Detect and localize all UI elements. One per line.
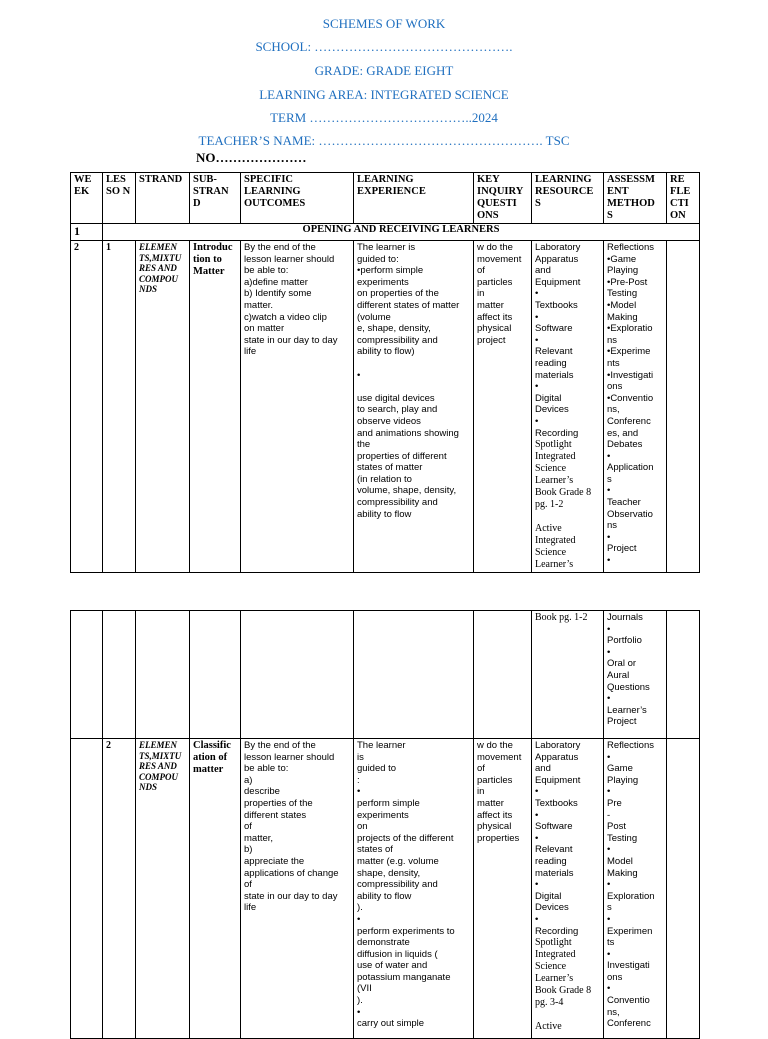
- cell-line: Aural: [607, 669, 630, 681]
- cell-line: shape, density,: [357, 867, 421, 879]
- cell-line: Science: [535, 463, 567, 475]
- cell-line: affect its: [477, 311, 513, 323]
- cell-line: Portfolio: [607, 635, 642, 647]
- cell-line: The learner is: [357, 242, 416, 253]
- cell-line: matter,: [244, 832, 274, 844]
- cell-line: lesson learner should: [244, 751, 335, 763]
- cell-line: on: [357, 821, 368, 833]
- cell-line: experiments: [357, 809, 409, 821]
- cell-line: b): [244, 844, 253, 856]
- col-reflection: RE FLE CTI ON: [667, 173, 700, 224]
- cell-line: Conferenc: [607, 415, 651, 427]
- cell-line: Relevant: [535, 844, 573, 856]
- cell-line: Teacher: [607, 497, 641, 509]
- cell-line: experiments: [357, 276, 409, 288]
- cell-line: Testing: [607, 288, 638, 300]
- table-row: [71, 611, 700, 739]
- resources-list: [535, 740, 600, 937]
- reflection-cell: [667, 611, 700, 739]
- cell-line: appreciate the: [244, 855, 305, 867]
- cell-line: Learner’s: [607, 704, 647, 716]
- cell-line: RES AND: [139, 263, 177, 273]
- cell-line: and: [535, 763, 551, 775]
- cell-line: Learner’s: [535, 475, 574, 487]
- cell-line: Making: [607, 311, 638, 323]
- cell-line: (volume: [357, 311, 391, 323]
- cell-line: Game: [607, 763, 633, 775]
- cell-line: reading: [535, 855, 567, 867]
- cell-line: Experimen: [607, 925, 653, 937]
- cell-line: ts: [607, 937, 615, 949]
- cell-line: Debates: [607, 439, 643, 451]
- cell-line: compressibility and: [357, 497, 438, 509]
- cell-line: w do the: [477, 242, 513, 253]
- cell-line: Equipment: [535, 774, 581, 786]
- cell-line: Software: [535, 323, 573, 335]
- cell-line: •: [357, 1006, 361, 1018]
- doc-title: SCHEMES OF WORK: [322, 16, 446, 31]
- opening-row: [71, 224, 700, 241]
- cell-line: Active: [535, 1021, 562, 1033]
- cell-line: e, shape, density,: [357, 323, 431, 335]
- resources-cell: [532, 739, 604, 1039]
- col-strand: STRAND: [136, 173, 190, 224]
- col-week: WE EK: [71, 173, 103, 224]
- cell-line: movement: [477, 253, 522, 265]
- strand-cell: [136, 739, 190, 1039]
- cell-line: •perform simple: [357, 265, 424, 277]
- cell-line: lesson learner should: [244, 253, 335, 265]
- cell-line: state in our day to day: [244, 334, 338, 346]
- cell-line: •: [535, 832, 539, 844]
- cell-line: [535, 511, 600, 523]
- cell-line: Relevant: [535, 346, 573, 358]
- cell-line: Observatio: [607, 508, 653, 520]
- cell-line: Pre: [607, 797, 622, 809]
- resources-list: [535, 242, 600, 439]
- cell-line: ability to flow: [357, 508, 412, 520]
- cell-line: •: [607, 879, 611, 891]
- cell-line: of: [244, 879, 252, 891]
- cell-line: Book pg. 1-2: [535, 612, 588, 623]
- cell-line: Learner’s: [535, 559, 574, 571]
- cell-line: ns,: [607, 404, 620, 416]
- sub-strand-cell: [190, 241, 241, 573]
- cell-line: of: [477, 265, 485, 277]
- cell-line: ns: [607, 334, 618, 346]
- cell-line: ns: [607, 520, 618, 532]
- cell-line: and: [535, 265, 551, 277]
- cell-line: perform simple: [357, 797, 420, 809]
- tsc-number-line: NO…………………: [196, 150, 307, 165]
- cell-line: the: [357, 439, 371, 451]
- cell-line: demonstrate: [357, 937, 410, 949]
- cell-line: •: [607, 786, 611, 798]
- cell-line: states of matter: [357, 462, 423, 474]
- cell-line: [357, 381, 470, 393]
- cell-line: COMPOU: [139, 273, 179, 284]
- cell-line: matter: [477, 299, 504, 311]
- cell-line: carry out simple: [357, 1018, 425, 1030]
- experience-cell: [354, 739, 474, 1039]
- col-inquiry: KEY INQUIRY QUESTI ONS: [474, 173, 532, 224]
- learning-area-line: LEARNING AREA: INTEGRATED SCIENCE: [259, 87, 509, 102]
- col-sub-strand: SUB- STRAN D: [190, 173, 241, 224]
- cell-line: w do the: [477, 740, 513, 751]
- cell-line: •: [535, 786, 539, 798]
- school-line: SCHOOL: ……………………………………….: [255, 39, 513, 54]
- cell-line: different states: [244, 809, 307, 821]
- resources-cell: [532, 611, 604, 739]
- opening-week-cell: 1: [71, 224, 103, 241]
- cell-line: of: [244, 821, 252, 833]
- reflection-cell: [667, 739, 700, 1039]
- cell-line: guided to:: [357, 253, 399, 265]
- cell-line: •Pre-Post: [607, 276, 648, 288]
- cell-line: By the end of the: [244, 242, 316, 253]
- cell-line: •: [357, 369, 361, 381]
- cell-line: physical: [477, 323, 512, 335]
- cell-line: Project: [607, 716, 637, 728]
- cell-line: Journals: [607, 612, 643, 623]
- cell-line: affect its: [477, 809, 513, 821]
- resources-books: [535, 937, 600, 1033]
- cell-line: project: [477, 334, 506, 346]
- cell-line: Classific: [193, 740, 231, 751]
- cell-line: COMPOU: [139, 771, 179, 782]
- cell-line: of: [477, 763, 485, 775]
- cell-line: is: [357, 751, 364, 763]
- cell-line: •: [607, 450, 611, 462]
- cell-line: pg. 3-4: [535, 997, 564, 1009]
- cell-line: Digital: [535, 890, 562, 902]
- cell-line: on properties of the: [357, 288, 439, 300]
- cell-line: •Conventio: [607, 392, 654, 404]
- cell-line: life: [244, 902, 257, 914]
- cell-line: matter.: [244, 299, 274, 311]
- cell-line: matter: [193, 764, 224, 775]
- cell-line: c)watch a video clip: [244, 311, 327, 323]
- week-cell: [71, 611, 103, 739]
- cell-line: s: [607, 902, 612, 914]
- cell-line: •: [607, 913, 611, 925]
- cell-line: [535, 1009, 600, 1021]
- cell-line: physical: [477, 821, 512, 833]
- cell-line: NDS: [139, 782, 158, 792]
- col-outcomes: SPECIFIC LEARNING OUTCOMES: [241, 173, 354, 224]
- cell-line: ability to flow: [357, 890, 412, 902]
- cell-line: [357, 358, 470, 370]
- cell-line: Playing: [607, 774, 639, 786]
- cell-line: •Game: [607, 253, 637, 265]
- cell-line: •Investigati: [607, 369, 654, 381]
- cell-line: Playing: [607, 265, 639, 277]
- cell-line: projects of the different: [357, 832, 454, 844]
- inquiry-cell: [474, 611, 532, 739]
- cell-line: ation of: [193, 752, 228, 763]
- cell-line: use of water and: [357, 960, 428, 972]
- cell-line: ELEMEN: [139, 740, 178, 750]
- cell-line: Science: [535, 961, 567, 973]
- strand-cell: [136, 611, 190, 739]
- week-cell: 2: [71, 241, 103, 573]
- cell-line: Model: [607, 855, 633, 867]
- cell-line: •Exploratio: [607, 323, 653, 335]
- cell-line: volume, shape, density,: [357, 485, 457, 497]
- cell-line: ns,: [607, 1006, 620, 1018]
- term-line: TERM ………………………………..2024: [270, 110, 498, 125]
- resources-cell: [532, 241, 604, 573]
- cell-line: Active: [535, 523, 562, 535]
- cell-line: reading: [535, 357, 567, 369]
- outcomes-cell: [241, 739, 354, 1039]
- cell-line: Oral or: [607, 658, 637, 670]
- cell-line: Equipment: [535, 276, 581, 288]
- cell-line: in: [477, 288, 485, 300]
- cell-line: Introduc: [193, 242, 233, 253]
- cell-line: •: [607, 983, 611, 995]
- reflection-cell: [667, 241, 700, 573]
- cell-line: Laboratory: [535, 740, 581, 751]
- cell-line: describe: [244, 786, 280, 798]
- cell-line: Software: [535, 821, 573, 833]
- cell-line: movement: [477, 751, 522, 763]
- cell-line: Post: [607, 821, 627, 833]
- cell-line: perform experiments to: [357, 925, 455, 937]
- cell-line: use digital devices: [357, 392, 435, 404]
- cell-line: b) Identify some: [244, 288, 312, 300]
- teacher-name-line: TEACHER’S NAME: ……………………………………………. TSC: [198, 133, 570, 148]
- cell-line: es, and: [607, 427, 639, 439]
- cell-line: Book Grade 8: [535, 985, 592, 997]
- cell-line: •: [607, 751, 611, 763]
- cell-line: Recording: [535, 427, 579, 439]
- cell-line: ons: [607, 381, 623, 393]
- cell-line: TS,MIXTU: [139, 750, 182, 761]
- cell-line: Integrated: [535, 949, 576, 961]
- cell-line: a)define matter: [244, 276, 308, 288]
- cell-line: compressibility and: [357, 879, 438, 891]
- cell-line: •: [607, 485, 611, 497]
- cell-line: ).: [357, 995, 363, 1007]
- assessment-cell: [604, 611, 667, 739]
- cell-line: Science: [535, 547, 567, 559]
- cell-line: and animations showing: [357, 427, 459, 439]
- resources-books: [535, 439, 600, 571]
- cell-line: •: [607, 844, 611, 856]
- cell-line: Apparatus: [535, 253, 579, 265]
- cell-line: Exploration: [607, 890, 655, 902]
- cell-line: applications of change: [244, 867, 339, 879]
- cell-line: •: [607, 646, 611, 658]
- cell-line: •: [607, 693, 611, 705]
- cell-line: •: [535, 415, 539, 427]
- cell-line: Project: [607, 543, 637, 555]
- cell-line: •: [357, 913, 361, 925]
- cell-line: •: [607, 555, 611, 567]
- cell-line: ons: [607, 971, 623, 983]
- col-resources: LEARNING RESOURCE S: [532, 173, 604, 224]
- cell-line: nts: [607, 357, 620, 369]
- cell-line: •: [607, 623, 611, 635]
- cell-line: Conventio: [607, 995, 650, 1007]
- cell-line: Matter: [193, 266, 225, 277]
- cell-line: Recording: [535, 925, 579, 937]
- cell-line: be able to:: [244, 763, 289, 775]
- experience-cell: [354, 241, 474, 573]
- cell-line: to search, play and: [357, 404, 438, 416]
- cell-line: Questions: [607, 681, 650, 693]
- cell-line: on matter: [244, 323, 285, 335]
- experience-cell: [354, 611, 474, 739]
- assessment-cell: [604, 241, 667, 573]
- cell-line: Devices: [535, 902, 569, 914]
- cell-line: matter (e.g. volume: [357, 855, 439, 867]
- cell-line: (VII: [357, 983, 372, 995]
- sub-strand-cell: [190, 739, 241, 1039]
- cell-line: •: [535, 334, 539, 346]
- cell-line: •: [535, 311, 539, 323]
- cell-line: states of: [357, 844, 393, 856]
- opening-text-cell: OPENING AND RECEIVING LEARNERS: [103, 224, 700, 241]
- cell-line: By the end of the: [244, 740, 316, 751]
- cell-line: tion to: [193, 254, 222, 265]
- cell-line: be able to:: [244, 265, 289, 277]
- cell-line: Testing: [607, 832, 638, 844]
- cell-line: Making: [607, 867, 638, 879]
- cell-line: TS,MIXTU: [139, 252, 182, 263]
- cell-line: observe videos: [357, 415, 421, 427]
- strand-cell: [136, 241, 190, 573]
- outcomes-cell: [241, 241, 354, 573]
- lesson-cell: [103, 611, 136, 739]
- cell-line: •: [535, 913, 539, 925]
- cell-line: •Model: [607, 299, 637, 311]
- lesson-cell: 2: [103, 739, 136, 1039]
- cell-line: Textbooks: [535, 299, 578, 311]
- cell-line: potassium manganate: [357, 971, 451, 983]
- cell-line: materials: [535, 369, 574, 381]
- cell-line: •: [357, 786, 361, 798]
- cell-line: Conferenc: [607, 1018, 651, 1030]
- grade-line: GRADE: GRADE EIGHT: [314, 63, 454, 78]
- scheme-table-page-2: [70, 610, 700, 1039]
- cell-line: :: [357, 774, 360, 786]
- cell-line: •: [535, 809, 539, 821]
- cell-line: -: [607, 809, 611, 821]
- cell-line: Textbooks: [535, 797, 578, 809]
- cell-line: in: [477, 786, 485, 798]
- cell-line: s: [607, 473, 612, 485]
- cell-line: Spotlight: [535, 439, 572, 451]
- cell-line: diffusion in liquids (: [357, 948, 438, 960]
- cell-line: •: [607, 948, 611, 960]
- cell-line: materials: [535, 867, 574, 879]
- assessment-cell: [604, 739, 667, 1039]
- cell-line: life: [244, 346, 257, 358]
- cell-line: Investigati: [607, 960, 650, 972]
- inquiry-cell: [474, 739, 532, 1039]
- cell-line: •: [535, 879, 539, 891]
- cell-line: pg. 1-2: [535, 499, 564, 511]
- cell-line: properties of different: [357, 450, 447, 462]
- cell-line: guided to: [357, 763, 397, 775]
- table-row: [71, 241, 700, 573]
- col-experience: LEARNING EXPERIENCE: [354, 173, 474, 224]
- cell-line: NDS: [139, 284, 158, 294]
- table-row: [71, 739, 700, 1039]
- cell-line: Laboratory: [535, 242, 581, 253]
- outcomes-cell: [241, 611, 354, 739]
- sub-strand-cell: [190, 611, 241, 739]
- cell-line: ).: [357, 902, 363, 914]
- cell-line: ELEMEN: [139, 242, 178, 252]
- cell-line: •: [535, 288, 539, 300]
- col-lesson: LES SO N: [103, 173, 136, 224]
- cell-line: •: [535, 381, 539, 393]
- week-cell: [71, 739, 103, 1039]
- cell-line: Application: [607, 462, 654, 474]
- cell-line: matter: [477, 797, 504, 809]
- cell-line: •: [607, 531, 611, 543]
- cell-line: different states of matter: [357, 299, 460, 311]
- inquiry-cell: [474, 241, 532, 573]
- lesson-cell: 1: [103, 241, 136, 573]
- cell-line: The learner: [357, 740, 406, 751]
- cell-line: compressibility and: [357, 334, 438, 346]
- cell-line: Spotlight: [535, 937, 572, 949]
- cell-line: Apparatus: [535, 751, 579, 763]
- cell-line: Integrated: [535, 535, 576, 547]
- cell-line: Learner’s: [535, 973, 574, 985]
- cell-line: (in relation to: [357, 473, 412, 485]
- cell-line: Integrated: [535, 451, 576, 463]
- cell-line: Reflections: [607, 740, 654, 751]
- cell-line: properties of the: [244, 797, 313, 809]
- cell-line: Digital: [535, 392, 562, 404]
- cell-line: a): [244, 774, 253, 786]
- cell-line: state in our day to day: [244, 890, 338, 902]
- cell-line: properties: [477, 832, 520, 844]
- cell-line: Devices: [535, 404, 569, 416]
- cell-line: Reflections: [607, 242, 654, 253]
- table-header-row: [71, 173, 700, 224]
- cell-line: ability to flow): [357, 346, 415, 358]
- col-assessment: ASSESSM ENT METHOD S: [604, 173, 667, 224]
- cell-line: particles: [477, 774, 513, 786]
- cell-line: particles: [477, 276, 513, 288]
- cell-line: RES AND: [139, 761, 177, 771]
- cell-line: Book Grade 8: [535, 487, 592, 499]
- cell-line: •Experime: [607, 346, 651, 358]
- scheme-table-page-1: [70, 172, 700, 573]
